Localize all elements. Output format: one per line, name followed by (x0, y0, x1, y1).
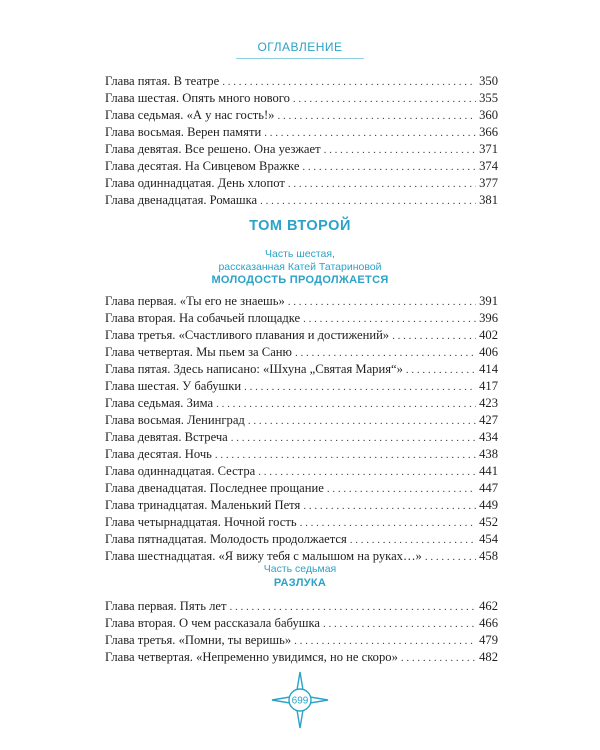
toc-leader-dots (350, 532, 476, 549)
toc-part6-list (105, 293, 498, 565)
toc-entry-title: Глава шестая. Опять много нового (105, 91, 290, 105)
toc-entry-title: Глава седьмая. «А у нас гость!» (105, 108, 275, 122)
toc-entry-page: 466 (479, 616, 498, 630)
toc-entry (105, 327, 498, 344)
toc-entry (105, 141, 498, 158)
toc-entry-title: Глава двенадцатая. Ромашка (105, 193, 258, 207)
compass-star-page-number (270, 670, 330, 730)
toc-entry-page: 414 (479, 362, 498, 376)
part6-title: МОЛОДОСТЬ ПРОДОЛЖАЕТСЯ (211, 274, 389, 286)
toc-part7-list (105, 598, 498, 666)
toc-top-list (105, 73, 498, 209)
toc-entry (105, 73, 498, 90)
toc-leader-dots (229, 599, 476, 616)
toc-leader-dots (288, 176, 476, 193)
toc-leader-dots (300, 515, 476, 532)
toc-entry-title: Глава одиннадцатая. День хлопот (105, 176, 285, 190)
toc-entry (105, 412, 498, 429)
toc-entry (105, 598, 498, 615)
toc-entry (105, 615, 498, 632)
toc-entry-title: Глава третья. «Счастливого плавания и достижений» (105, 328, 390, 342)
toc-leader-dots (277, 108, 476, 125)
toc-entry-page: 377 (479, 176, 498, 190)
toc-entry-page: 350 (479, 74, 498, 88)
toc-entry-title: Глава восьмая. Верен памяти (105, 125, 262, 139)
toc-entry-title: Глава шестая. У бабушки (105, 379, 242, 393)
toc-entry-page: 360 (479, 108, 498, 122)
toc-leader-dots (406, 362, 476, 379)
toc-entry-title: Глава пятая. Здесь написано: «Шхуна „Святая Мария“» (105, 362, 403, 376)
part7-title: РАЗЛУКА (273, 577, 327, 589)
toc-entry (105, 90, 498, 107)
toc-entry-page: 417 (479, 379, 498, 393)
toc-entry-title: Глава шестнадцатая. «Я вижу тебя с малышом на руках…» (105, 549, 422, 563)
toc-entry-page: 452 (479, 515, 498, 529)
toc-leader-dots (288, 294, 476, 311)
page-number: 699 (291, 695, 309, 707)
toc-entry (105, 175, 498, 192)
toc-leader-dots (244, 379, 476, 396)
toc-entry-page: 449 (479, 498, 498, 512)
toc-entry (105, 192, 498, 209)
toc-entry (105, 293, 498, 310)
toc-leader-dots (401, 650, 476, 667)
toc-leader-dots (216, 396, 476, 413)
toc-entry-page: 441 (479, 464, 498, 478)
toc-entry-page: 355 (479, 91, 498, 105)
toc-entry-title: Глава вторая. На собачьей площадке (105, 311, 301, 325)
toc-entry (105, 107, 498, 124)
toc-entry-page: 366 (479, 125, 498, 139)
toc-entry-page: 396 (479, 311, 498, 325)
toc-entry-page: 458 (479, 549, 498, 563)
toc-entry-page: 402 (479, 328, 498, 342)
toc-leader-dots (264, 125, 476, 142)
toc-entry (105, 378, 498, 395)
toc-entry (105, 344, 498, 361)
running-head-rule (236, 58, 364, 59)
toc-leader-dots (222, 74, 476, 91)
toc-entry-page: 374 (479, 159, 498, 173)
volume-title: ТОМ ВТОРОЙ (249, 218, 351, 234)
toc-leader-dots (324, 142, 477, 159)
toc-leader-dots (293, 91, 476, 108)
toc-entry (105, 632, 498, 649)
toc-entry (105, 531, 498, 548)
toc-entry-title: Глава восьмая. Ленинград (105, 413, 245, 427)
toc-entry (105, 158, 498, 175)
toc-entry-page: 391 (479, 294, 498, 308)
toc-entry (105, 361, 498, 378)
part7-label: Часть седьмая (263, 563, 337, 575)
toc-entry-title: Глава тринадцатая. Маленький Петя (105, 498, 301, 512)
toc-entry (105, 446, 498, 463)
toc-entry-title: Глава девятая. Встреча (105, 430, 228, 444)
toc-entry-title: Глава третья. «Помни, ты веришь» (105, 633, 292, 647)
toc-entry-title: Глава двенадцатая. Последнее прощание (105, 481, 324, 495)
toc-leader-dots (258, 464, 476, 481)
toc-entry (105, 124, 498, 141)
toc-entry (105, 429, 498, 446)
toc-entry (105, 310, 498, 327)
running-head: ОГЛАВЛЕНИЕ (257, 40, 343, 54)
toc-entry-page: 462 (479, 599, 498, 613)
toc-entry (105, 480, 498, 497)
toc-entry-page: 438 (479, 447, 498, 461)
toc-entry-title: Глава четырнадцатая. Ночной гость (105, 515, 297, 529)
toc-entry-title: Глава пятнадцатая. Молодость продолжается (105, 532, 347, 546)
toc-leader-dots (215, 447, 476, 464)
part6-narrator: рассказанная Катей Татариновой (218, 261, 382, 273)
toc-entry-page: 447 (479, 481, 498, 495)
toc-leader-dots (231, 430, 476, 447)
toc-entry-page: 434 (479, 430, 498, 444)
toc-entry-page: 427 (479, 413, 498, 427)
toc-leader-dots (303, 311, 476, 328)
toc-entry-title: Глава одиннадцатая. Сестра (105, 464, 256, 478)
toc-entry-page: 371 (479, 142, 498, 156)
toc-leader-dots (260, 193, 476, 210)
toc-leader-dots (327, 481, 476, 498)
toc-entry (105, 395, 498, 412)
toc-entry-title: Глава девятая. Все решено. Она уезжает (105, 142, 321, 156)
toc-entry (105, 497, 498, 514)
toc-entry-page: 479 (479, 633, 498, 647)
toc-leader-dots (303, 498, 476, 515)
toc-entry-page: 423 (479, 396, 498, 410)
toc-entry (105, 649, 498, 666)
toc-entry-page: 482 (479, 650, 498, 664)
toc-leader-dots (294, 633, 476, 650)
toc-entry-title: Глава пятая. В театре (105, 74, 220, 88)
toc-entry-title: Глава десятая. Ночь (105, 447, 212, 461)
toc-entry-page: 381 (479, 193, 498, 207)
toc-entry-title: Глава первая. Пять лет (105, 599, 227, 613)
toc-entry-page: 454 (479, 532, 498, 546)
toc-entry-title: Глава вторая. О чем рассказала бабушка (105, 616, 320, 630)
toc-leader-dots (323, 616, 476, 633)
toc-entry-title: Глава седьмая. Зима (105, 396, 214, 410)
toc-leader-dots (295, 345, 476, 362)
toc-leader-dots (392, 328, 476, 345)
toc-entry-page: 406 (479, 345, 498, 359)
part6-label: Часть шестая, (265, 248, 335, 260)
toc-entry-title: Глава первая. «Ты его не знаешь» (105, 294, 285, 308)
toc-entry-title: Глава десятая. На Сивцевом Вражке (105, 159, 300, 173)
toc-entry (105, 463, 498, 480)
toc-entry-title: Глава четвертая. Мы пьем за Саню (105, 345, 292, 359)
toc-entry (105, 514, 498, 531)
toc-leader-dots (302, 159, 476, 176)
toc-leader-dots (248, 413, 476, 430)
toc-entry-title: Глава четвертая. «Непременно увидимся, но не скоро» (105, 650, 398, 664)
